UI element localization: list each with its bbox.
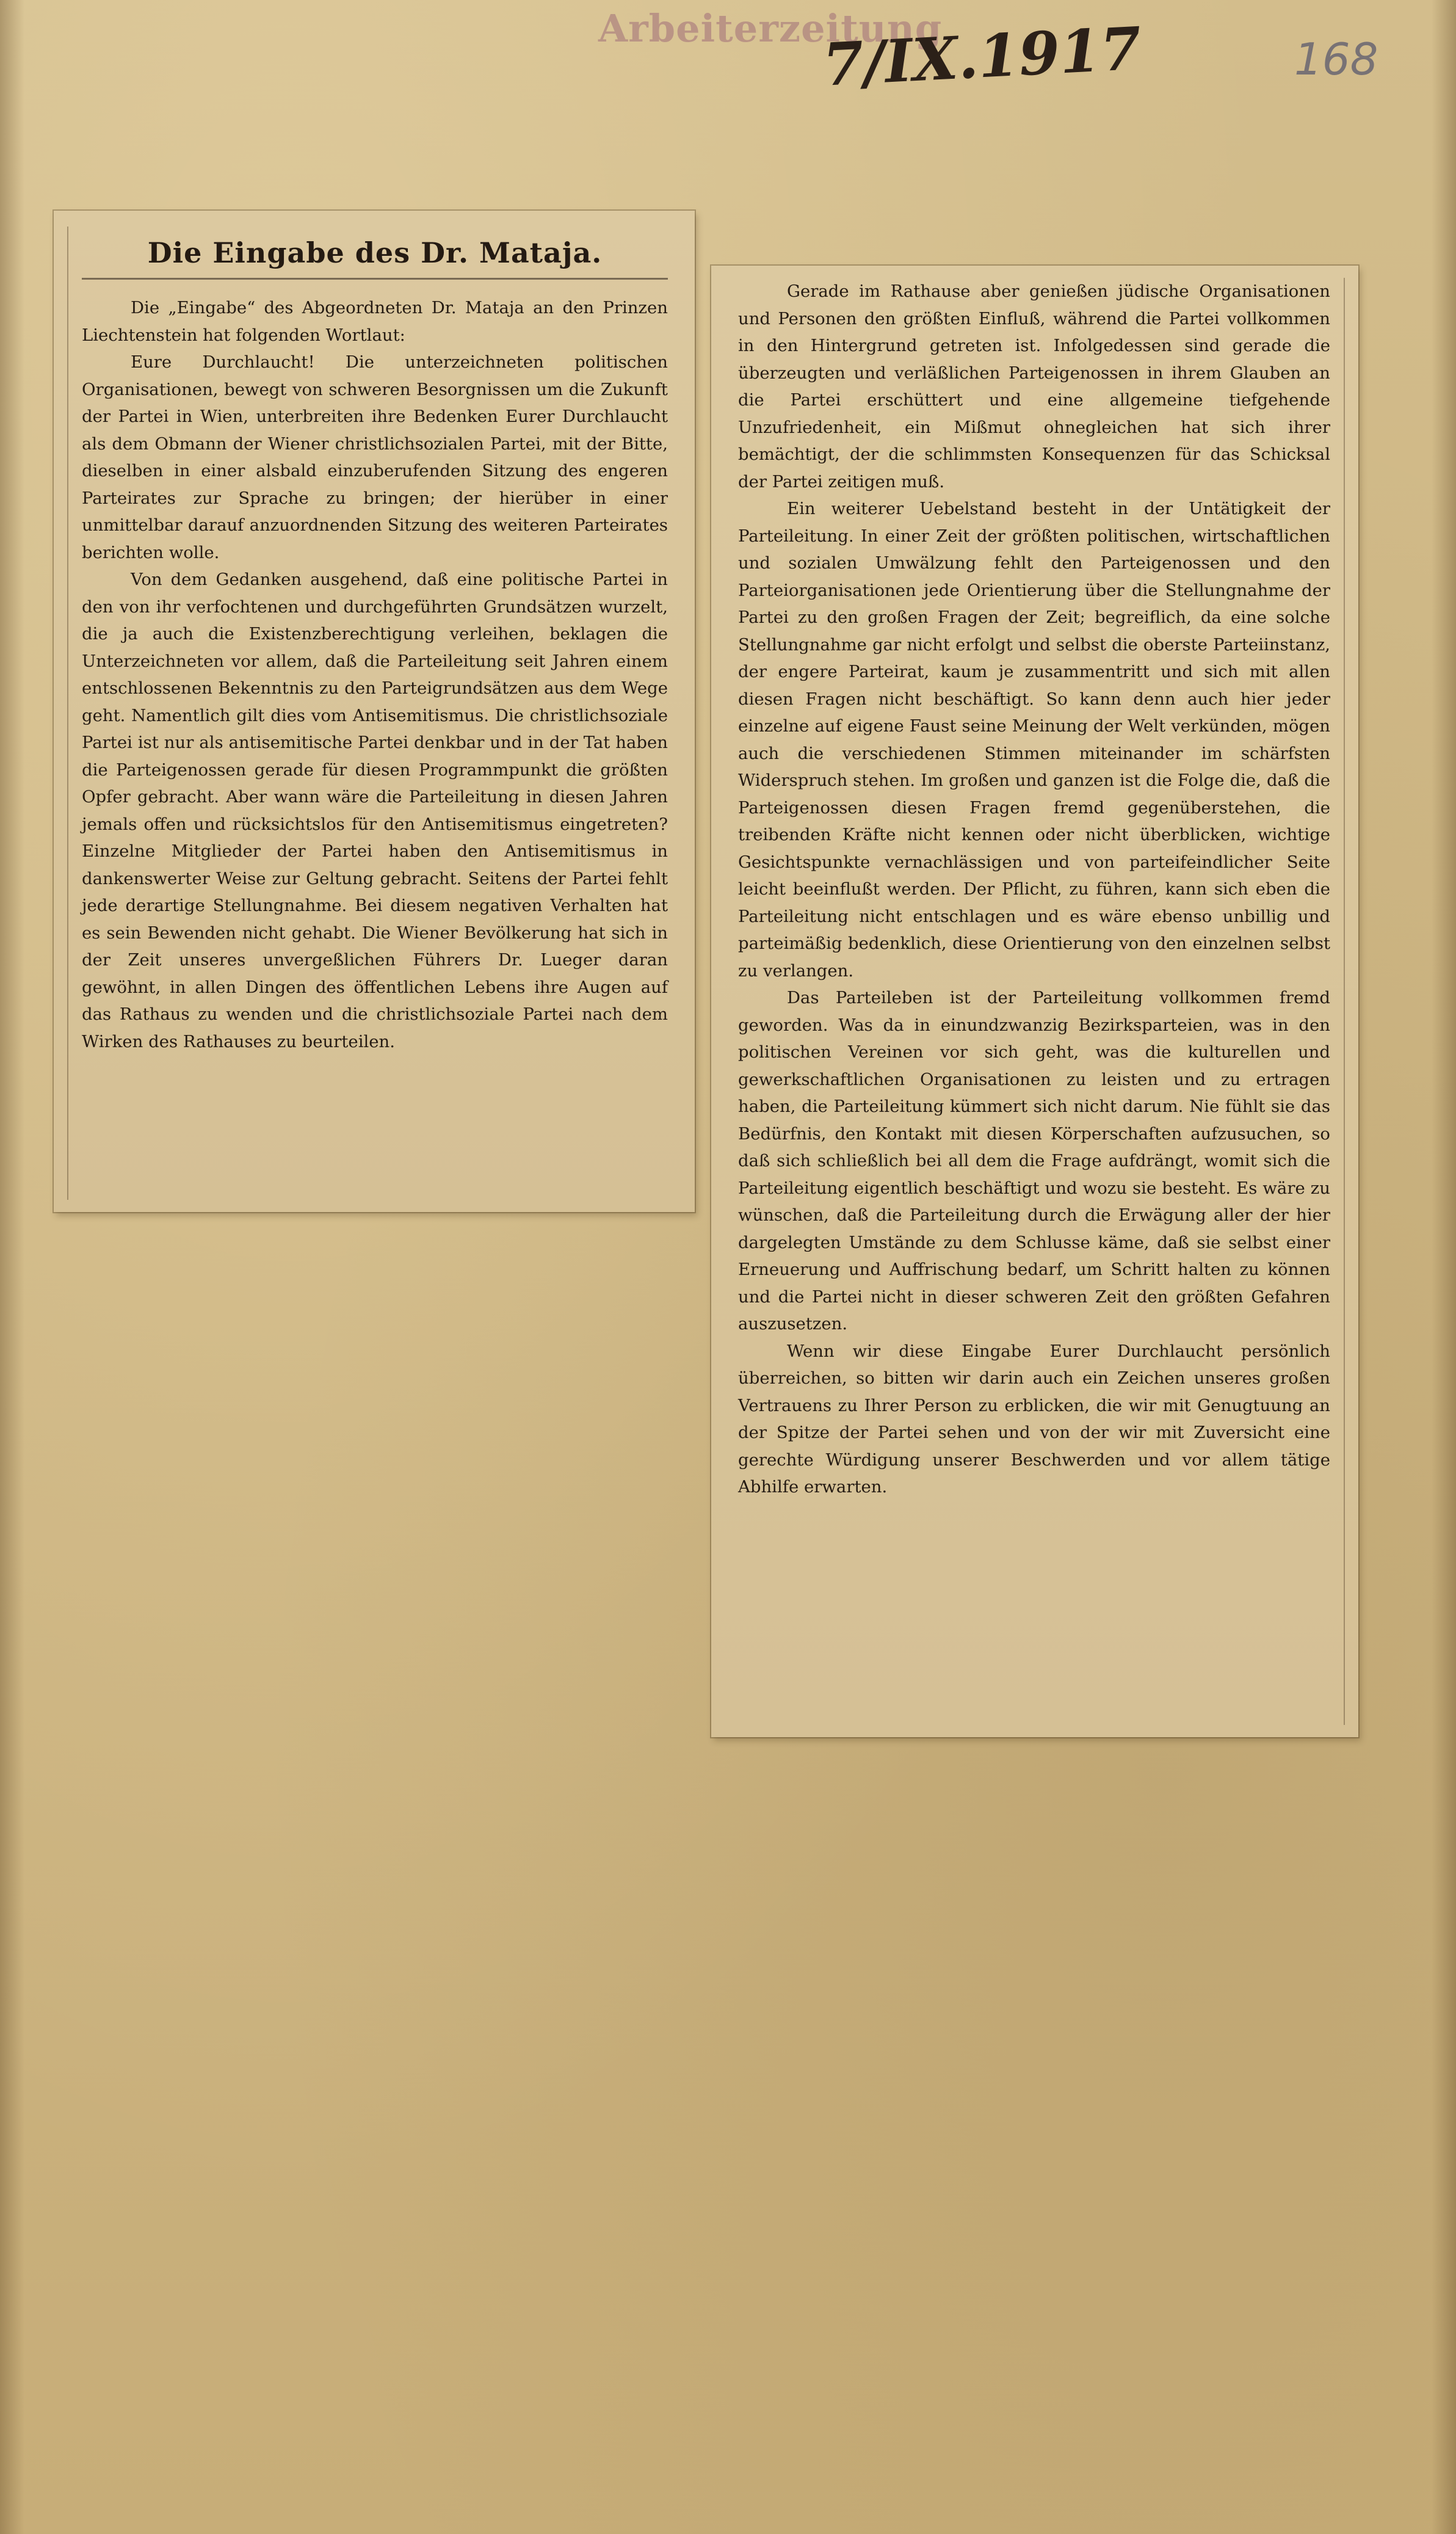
article-paragraph: Eure Durchlaucht! Die unterzeichneten politischen Organisationen, bewegt von schweren Besorgnissen um die Zukunft der Partei in Wien, unterbreiten ihre Bedenken Eurer Durchlaucht als dem Obmann der Wiener christlichsozialen Partei, mit der Bitte, dieselben in einer alsbald einzuberufenden Sitzung des engeren Parteirates zur Sprache zu bringen; der hierüber in einer unmittelbar darauf anzuordnenden Sitzung des weiteren Parteirates berichten wolle.	[82, 352, 668, 562]
article-headline: Die Eingabe des Dr. Mataja.	[82, 236, 668, 280]
article-paragraph: Wenn wir diese Eingabe Eurer Durchlaucht persönlich überreichen, so bitten wir darin auch ein Zeichen unseres großen Vertrauens zu Ihrer Person zu erblicken, die wir mit Genugtuung an der Spitze der Partei sehen und von der wir mit Zuversicht eine gerechte Würdigung unserer Beschwerden und vor allem tätige Abhilfe erwarten.	[738, 1341, 1330, 1497]
page-edge-shadow-left	[0, 0, 24, 2534]
article-paragraph: Von dem Gedanken ausgehend, daß eine politische Partei in den von ihr verfochtenen und durchgeführten Grundsätzen wurzelt, die ja auch die Existenzberechtigung verleihen, beklagen die Unterzeichneten vor allem, daß die Parteileitung seit Jahren einem entschlossenen Bekenntnis zu den Parteigrundsätzen aus dem Wege geht. Namentlich gilt dies vom Antisemitismus. Die christlichsoziale Partei ist nur als antisemitische Partei denkbar und in der Tat haben die Parteigenossen gerade für diesen Programmpunkt die größten Opfer gebracht. Aber wann wäre die Parteileitung in diesen Jahren jemals offen und rücksichtslos für den Antisemitismus eingetreten? Einzelne Mitglieder der Partei haben den Antisemitismus in dankenswerter Weise zur Geltung gebracht. Seitens der Partei fehlt jede derartige Stellungnahme. Bei diesem negativen Verhalten hat es sein Bewenden nicht gehabt. Die Wiener Bevölkerung hat sich in der Zeit unseres unvergeßlichen Führers Dr. Lueger daran gewöhnt, in allen Dingen des öffentlichen Lebens ihre Augen auf das Rathaus zu wenden und die christlichsoziale Partei nach dem Wirken des Rathauses zu beurteilen.	[82, 570, 668, 1051]
page-edge-shadow-right	[1432, 0, 1456, 2534]
article-paragraph: Ein weiterer Uebelstand besteht in der Untätigkeit der Parteileitung. In einer Zeit der größten politischen, wirtschaftlichen und sozialen Umwälzung fehlt den Parteigenossen und den Parteiorganisationen jede Orientierung über die Stellungnahme der Partei zu den großen Fragen der Zeit; begreiflich, da eine solche Stellungnahme gar nicht erfolgt und selbst die oberste Parteiinstanz, der engere Parteirat, kaum je zusammentritt und sich mit allen diesen Fragen nicht beschäftigt. So kann denn auch hier jeder einzelne auf eigene Faust seine Meinung der Welt verkünden, mögen auch die verschiedenen Stimmen miteinander im schärfsten Widerspruch stehen. Im großen und ganzen ist die Folge die, daß die Parteigenossen diesen Fragen fremd gegenüberstehen, die treibenden Kräfte nicht kennen oder nicht überblicken, wichtige Gesichtspunkte vernachlässigen und von parteifeindlicher Seite leicht beeinflußt werden. Der Pflicht, zu führen, kann sich eben die Parteileitung nicht entschlagen und es wäre ebenso unbillig und parteimäßig bedenklich, diese Orientierung von den einzelnen selbst zu verlangen.	[738, 499, 1330, 981]
clipping-column-right	[725, 278, 1345, 1725]
handwritten-date: 7/IX.1917	[821, 13, 1143, 100]
article-paragraph: Die „Eingabe“ des Abgeordneten Dr. Mataja an den Prinzen Liechtenstein hat folgenden Wortlaut:	[82, 298, 668, 345]
article-paragraph: Gerade im Rathause aber genießen jüdische Organisationen und Personen den größten Einfluß, während die Partei vollkommen in den Hintergrund getreten ist. Infolgedessen sind gerade die überzeugten und verläßlichen Parteigenossen in ihrem Glauben an die Partei erschüttert und eine allgemeine tiefgehende Unzufriedenheit, ein Mißmut ohnegleichen hat sich ihrer bemächtigt, der die schlimmsten Konsequenzen für das Schicksal der Partei zeitigen muß.	[738, 281, 1330, 492]
clipping-column-left	[67, 227, 681, 1200]
newspaper-clipping-right	[711, 266, 1358, 1737]
article-paragraph: Das Parteileben ist der Parteileitung vollkommen fremd geworden. Was da in einundzwanzig Bezirksparteien, was in den politischen Vereinen vor sich geht, was die kulturellen und gewerkschaftlichen Organisationen zu leisten und zu ertragen haben, die Parteileitung kümmert sich nicht darum. Nie fühlt sie das Bedürfnis, den Kontakt mit diesen Körperschaften aufzusuchen, so daß sich schließlich bei all dem die Frage aufdrängt, womit sich die Parteileitung eigentlich beschäftigt und wozu sie besteht. Es wäre zu wünschen, daß die Parteileitung durch die Erwägung aller der hier dargelegten Umstände zu dem Schlusse käme, daß sie selbst einer Erneuerung und Auffrischung bedarf, um Schritt halten zu können und die Partei nicht in dieser schweren Zeit den größten Gefahren auszusetzen.	[738, 988, 1330, 1334]
page-number: 168	[1294, 34, 1378, 85]
newspaper-stamp: Arbeiterzeitung	[598, 6, 943, 51]
newspaper-clipping-left	[54, 211, 695, 1212]
